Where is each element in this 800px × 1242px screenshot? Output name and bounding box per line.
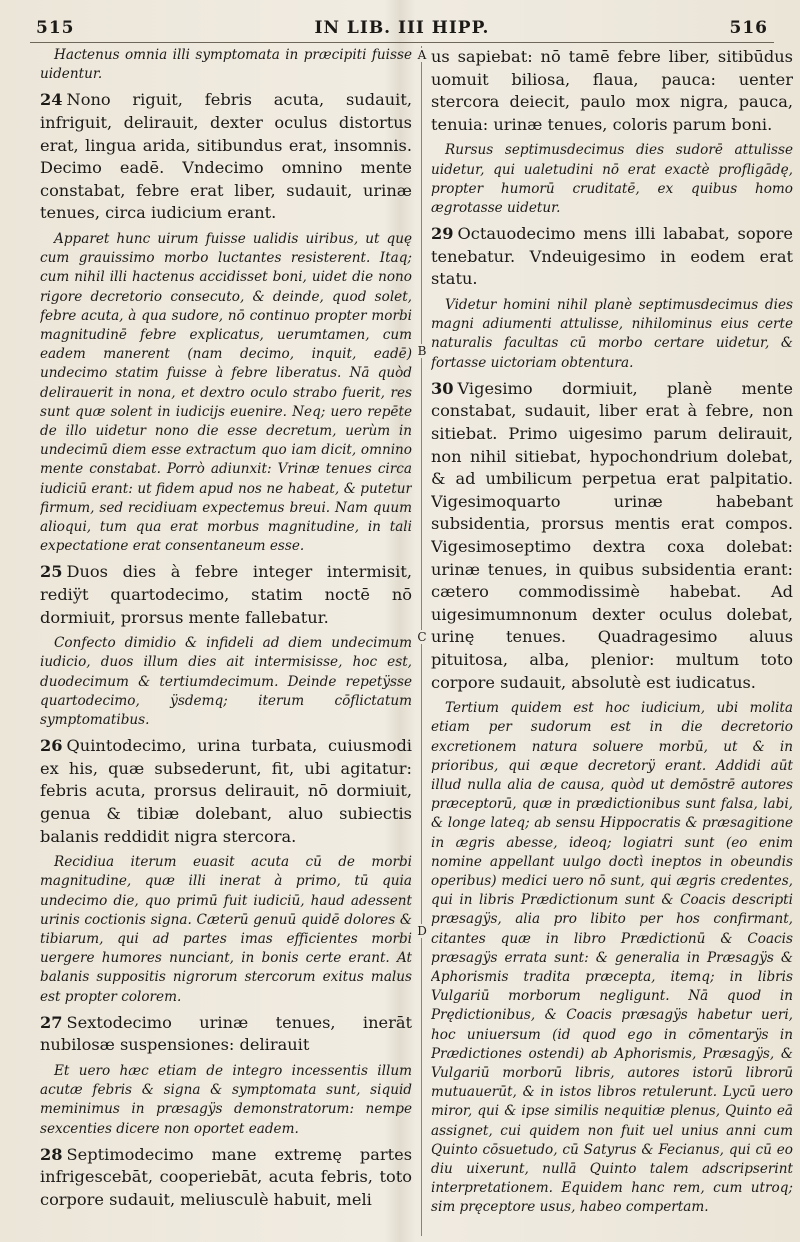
section-number: 30: [431, 378, 454, 398]
paragraph-text: Sextodecimo urinæ tenues, inerāt nubilosæ suspensiones: delirauit: [40, 1012, 412, 1055]
paragraph-text: us sapiebat: nō tamē febre liber, sitibūdus uomuit biliosa, flaua, pauca: uenter stercora deiecit, paulo mox nigra, pauca, tenuia: urinæ tenues, coloris parum boni.: [431, 47, 793, 134]
aphorism-continuation: [431, 46, 793, 136]
paragraph-text: Rursus septimusdecimus dies sudorē attulisse uidetur, qui ualetudini nō erat exactè profligādę, propter humorū cruditatē, ex quibus homo ægrotasse uidetur.: [431, 142, 793, 216]
section-number: 29: [431, 224, 454, 244]
paragraph-text: Quintodecimo, urina turbata, cuiusmodi ex his, quæ subsederunt, fit, ubi agitatur: febris acuta, prorsus delirauit, nō dormiuit, genua & tibiæ dolebant, aluo subiectis balanis reddidit nigra stercora.: [40, 736, 412, 846]
paragraph-text: Et uero hæc etiam de integro incessentis illum acutæ febris & signa & symptomata sunt, siquid meminimus in præsagÿs demonstratorum: nempe sexcenties dicere non oportet eadem.: [40, 1063, 412, 1137]
paragraph-text: Confecto dimidio & infideli ad diem undecimum iudicio, duos illum dies ait intermisisse, hoc est, duodecimum & tertiumdecimum. Deinde repetÿsse quartodecimo, ÿsdemq; iterum cōflictatum symptomatibus.: [40, 635, 412, 729]
margin-mark-c: C: [415, 630, 429, 644]
aphorism-paragraph: [40, 89, 412, 225]
commentary-paragraph: [40, 1062, 412, 1139]
paragraph-text: Duos dies à febre integer intermisit, rediÿt quartodecimo, statim noctē nō dormiuit, prorsus mente fallebatur.: [40, 562, 412, 627]
header-rule: [30, 42, 774, 43]
commentary-paragraph: [40, 853, 412, 1007]
commentary-paragraph: [40, 230, 412, 556]
section-number: 27: [40, 1012, 63, 1032]
running-title: IN LIB. III HIPP.: [314, 18, 490, 38]
aphorism-paragraph: [40, 1012, 412, 1057]
paragraph-text: Tertium quidem est hoc iudicium, ubi molita etiam per sudorum est in die decretorio excretionem natura soluere morbū, ut & in prioribus, qui æque decretorÿ erant. Addidi aūt illud nulla alia de causa, quòd ut demōstrē autores præceptorū, quæ in prædictionibus sunt falsa, labi, & longe lateq; ab sensu Hippocratis & præsagitione in ægris abesse, ideoq; logiatri sunt (eo enim nomine appellant uulgo doctì ineptos in obeundis operibus) medici uero nō sunt, qui ægris credentes, qui in libris Prædictionum sunt & Coacis descripti præsagÿs, alia pro libito per hos confirmant, citantes quæ in libro Prædictionū & Coacis præsagÿs errata sunt: & generalia in Præsagÿs & Aphorismis tradita præcepta, itemq; in libris Vulgariū morborum negligunt. Nā quod in Prędictionibus, & Coacis præsagÿs habetur ueri, hoc uniuersum (id quod ego in cōmentarÿs in Prædictiones ostendi) ab Aphorismis, Præsagÿs, & Vulgariū morborū libris, autores istorū librorū mutuauerūt, & in istos libros retulerunt. Lycū uero miror, qui & ipse similis nequitiæ plenus, Quinto eā assignet, cui quidem non fuit uel unius anni cum Quinto cōsuetudo, cū Satyrus & Fecianus, qui cū eo diu uixerunt, nullā Quinto talem adscripserint interpretationem. Equidem hanc rem, cum utroq; sim pręceptore usus, habeo compertam.: [431, 700, 793, 1216]
right-column: [431, 46, 793, 1236]
page-number-right: 516: [729, 18, 768, 38]
center-gutter: [412, 46, 432, 1236]
commentary-paragraph: [431, 699, 793, 1217]
paragraph-text: Septimodecimo mane extremę partes infrigescebāt, cooperiebāt, acuta febris, toto corpore sudauit, meliusculè habuit, meli: [40, 1144, 412, 1209]
margin-mark-d: D: [415, 924, 429, 938]
paragraph-text: Recidiua iterum euasit acuta cū de morbi magnitudine, quæ illi inerat à primo, tū quia undecimo die, quo primū fuit iudiciū, haud adessent urinis coctionis signa. Cæterū genuū quidē dolores & tibiarum, qui ad partes imas efficientes morbi uergere humores nunciant, in bonis certe erant. At balanis suppositis nigrorum stercorum exitus malus est propter colorem.: [40, 854, 412, 1005]
paragraph-text: Videtur homini nihil planè septimusdecimus dies magni adiumenti attulisse, nihilominus eius certe naturalis facultas cū morbo certare uidetur, & fortasse uictoriam obtentura.: [431, 296, 793, 371]
aphorism-paragraph: [431, 223, 793, 291]
commentary-paragraph: [431, 141, 793, 218]
aphorism-paragraph: [40, 561, 412, 629]
paragraph-text: Vigesimo dormiuit, planè mente constabat, sudauit, liber erat à febre, non sitiebat. Primo uigesimo parum delirauit, non nihil sitiebat, hypochondrium dolebat, & ad umbilicum perpetua erat palpitatio. Vigesimoquarto urinæ habebant subsidentia, prorsus mentis erat compos. Vigesimoseptimo dextra coxa dolebat: urinæ tenues, in quibus subsidentia erant: cætero commodissimè habebat. Ad uigesimumnonum dexter oculus dolebat, urinę tenues. Quadragesimo aluus pituitosa, alba, plenior: multum toto corpore sudauit, absolutè est iudicatus.: [431, 378, 793, 692]
commentary-paragraph: [40, 46, 412, 84]
aphorism-paragraph: [40, 1144, 412, 1212]
aphorism-paragraph: [40, 735, 412, 848]
page-number-left: 515: [36, 18, 75, 38]
section-number: 28: [40, 1144, 63, 1164]
section-number: 25: [40, 562, 63, 582]
paragraph-text: Hactenus omnia illi symptomata in præcipiti fuisse uidentur.: [40, 47, 412, 83]
section-number: 24: [40, 90, 63, 110]
paragraph-text: Nono riguit, febris acuta, sudauit, infriguit, delirauit, dexter oculus distortus erat, lingua arida, sitibundus erat, insomnis. Decimo eadē. Vndecimo omnino mente constabat, febre erat liber, sudauit, urinæ tenues, circa iudicium erant.: [40, 90, 412, 223]
commentary-paragraph: [431, 296, 793, 373]
left-column: [40, 46, 412, 1236]
section-number: 26: [40, 736, 63, 756]
commentary-paragraph: [40, 634, 412, 730]
margin-mark-b: B: [415, 344, 429, 358]
paragraph-text: Apparet hunc uirum fuisse ualidis uiribus, ut quę cum grauissimo morbo luctantes resisterent. Itaq; cum nihil illi hactenus accidisset boni, uidet die nono rigore decretorio consecuto, & deinde, quod solet, febre acuta, à qua sudore, nō continuo propter morbi magnitudinē febre explicatus, uerumtamen, cum eadem manerent (nam decimo, inquit, eadē) undecimo statim fuisse à febre liberatus. Nā quòd delirauerit in nona, et dextro oculo strabo fuerit, res sunt quæ solent in iudicijs euenire. Neq; uero repēte de illo uidetur nono die esse decretum, uerùm in undecimū diem esse extractum quo iam dicit, omnino mente constabat. Porrò adiunxit: Vrinæ tenues circa iudiciū erant: ut fidem apud nos ne habeat, & putetur firmum, sed recidiuam expectemus breui. Nam quum alioqui, tum qua erat morbus magnitudine, in tali expectatione erat consentaneum esse.: [40, 230, 412, 555]
margin-mark-a: A: [415, 48, 429, 62]
aphorism-paragraph: [431, 378, 793, 694]
paragraph-text: Octauodecimo mens illi lababat, sopore tenebatur. Vndeuigesimo in eodem erat statu.: [431, 224, 793, 289]
running-header: [30, 18, 774, 44]
